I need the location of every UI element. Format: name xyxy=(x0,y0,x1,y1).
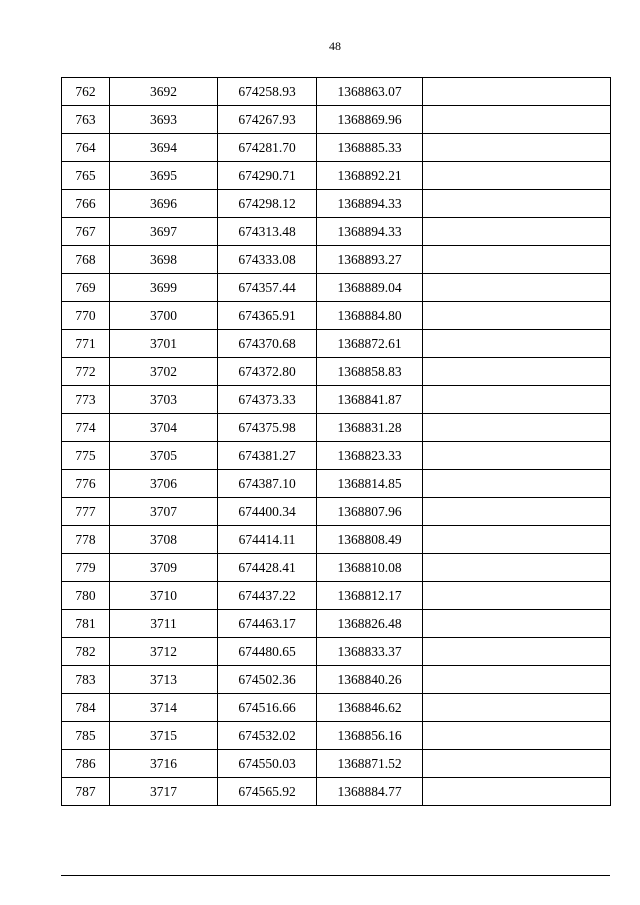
x-coordinate-cell: 674516.66 xyxy=(218,694,317,722)
row-number-cell: 771 xyxy=(62,330,110,358)
note-cell xyxy=(423,134,611,162)
x-coordinate-cell: 674437.22 xyxy=(218,582,317,610)
row-number-cell: 779 xyxy=(62,554,110,582)
table-row xyxy=(62,554,611,582)
table-row xyxy=(62,526,611,554)
y-coordinate-cell: 1368812.17 xyxy=(317,582,423,610)
row-number-cell: 762 xyxy=(62,78,110,106)
note-cell xyxy=(423,190,611,218)
point-id-cell: 3713 xyxy=(110,666,218,694)
table-row xyxy=(62,442,611,470)
y-coordinate-cell: 1368884.77 xyxy=(317,778,423,806)
row-number-cell: 773 xyxy=(62,386,110,414)
table-row xyxy=(62,778,611,806)
x-coordinate-cell: 674532.02 xyxy=(218,722,317,750)
note-cell xyxy=(423,330,611,358)
row-number-cell: 781 xyxy=(62,610,110,638)
note-cell xyxy=(423,414,611,442)
point-id-cell: 3692 xyxy=(110,78,218,106)
row-number-cell: 775 xyxy=(62,442,110,470)
y-coordinate-cell: 1368869.96 xyxy=(317,106,423,134)
point-id-cell: 3694 xyxy=(110,134,218,162)
note-cell xyxy=(423,358,611,386)
row-number-cell: 772 xyxy=(62,358,110,386)
point-id-cell: 3697 xyxy=(110,218,218,246)
table-row xyxy=(62,274,611,302)
y-coordinate-cell: 1368872.61 xyxy=(317,330,423,358)
note-cell xyxy=(423,694,611,722)
note-cell xyxy=(423,274,611,302)
note-cell xyxy=(423,302,611,330)
point-id-cell: 3701 xyxy=(110,330,218,358)
row-number-cell: 780 xyxy=(62,582,110,610)
row-number-cell: 774 xyxy=(62,414,110,442)
point-id-cell: 3709 xyxy=(110,554,218,582)
row-number-cell: 778 xyxy=(62,526,110,554)
table-row xyxy=(62,106,611,134)
y-coordinate-cell: 1368814.85 xyxy=(317,470,423,498)
note-cell xyxy=(423,750,611,778)
y-coordinate-cell: 1368841.87 xyxy=(317,386,423,414)
point-id-cell: 3693 xyxy=(110,106,218,134)
table-body xyxy=(62,78,611,806)
point-id-cell: 3705 xyxy=(110,442,218,470)
table-row xyxy=(62,246,611,274)
table-row xyxy=(62,330,611,358)
row-number-cell: 783 xyxy=(62,666,110,694)
note-cell xyxy=(423,470,611,498)
x-coordinate-cell: 674258.93 xyxy=(218,78,317,106)
row-number-cell: 785 xyxy=(62,722,110,750)
table-row xyxy=(62,218,611,246)
x-coordinate-cell: 674565.92 xyxy=(218,778,317,806)
note-cell xyxy=(423,442,611,470)
table-row xyxy=(62,610,611,638)
row-number-cell: 767 xyxy=(62,218,110,246)
x-coordinate-cell: 674365.91 xyxy=(218,302,317,330)
row-number-cell: 786 xyxy=(62,750,110,778)
y-coordinate-cell: 1368808.49 xyxy=(317,526,423,554)
y-coordinate-cell: 1368871.52 xyxy=(317,750,423,778)
y-coordinate-cell: 1368831.28 xyxy=(317,414,423,442)
y-coordinate-cell: 1368884.80 xyxy=(317,302,423,330)
point-id-cell: 3714 xyxy=(110,694,218,722)
coordinates-table xyxy=(61,77,611,806)
x-coordinate-cell: 674400.34 xyxy=(218,498,317,526)
table-row xyxy=(62,722,611,750)
x-coordinate-cell: 674290.71 xyxy=(218,162,317,190)
y-coordinate-cell: 1368823.33 xyxy=(317,442,423,470)
note-cell xyxy=(423,554,611,582)
row-number-cell: 766 xyxy=(62,190,110,218)
note-cell xyxy=(423,582,611,610)
row-number-cell: 777 xyxy=(62,498,110,526)
y-coordinate-cell: 1368858.83 xyxy=(317,358,423,386)
point-id-cell: 3711 xyxy=(110,610,218,638)
point-id-cell: 3695 xyxy=(110,162,218,190)
x-coordinate-cell: 674387.10 xyxy=(218,470,317,498)
table-row xyxy=(62,134,611,162)
point-id-cell: 3716 xyxy=(110,750,218,778)
point-id-cell: 3704 xyxy=(110,414,218,442)
note-cell xyxy=(423,498,611,526)
x-coordinate-cell: 674373.33 xyxy=(218,386,317,414)
point-id-cell: 3712 xyxy=(110,638,218,666)
note-cell xyxy=(423,610,611,638)
note-cell xyxy=(423,218,611,246)
y-coordinate-cell: 1368885.33 xyxy=(317,134,423,162)
point-id-cell: 3708 xyxy=(110,526,218,554)
table-row xyxy=(62,470,611,498)
note-cell xyxy=(423,106,611,134)
note-cell xyxy=(423,386,611,414)
y-coordinate-cell: 1368840.26 xyxy=(317,666,423,694)
row-number-cell: 769 xyxy=(62,274,110,302)
x-coordinate-cell: 674333.08 xyxy=(218,246,317,274)
y-coordinate-cell: 1368889.04 xyxy=(317,274,423,302)
x-coordinate-cell: 674281.70 xyxy=(218,134,317,162)
y-coordinate-cell: 1368894.33 xyxy=(317,218,423,246)
x-coordinate-cell: 674414.11 xyxy=(218,526,317,554)
table-row xyxy=(62,162,611,190)
point-id-cell: 3698 xyxy=(110,246,218,274)
point-id-cell: 3702 xyxy=(110,358,218,386)
table-row xyxy=(62,190,611,218)
row-number-cell: 763 xyxy=(62,106,110,134)
x-coordinate-cell: 674372.80 xyxy=(218,358,317,386)
note-cell xyxy=(423,162,611,190)
note-cell xyxy=(423,722,611,750)
x-coordinate-cell: 674370.68 xyxy=(218,330,317,358)
y-coordinate-cell: 1368863.07 xyxy=(317,78,423,106)
x-coordinate-cell: 674381.27 xyxy=(218,442,317,470)
note-cell xyxy=(423,78,611,106)
x-coordinate-cell: 674313.48 xyxy=(218,218,317,246)
page-number: 48 xyxy=(329,39,341,53)
table-row xyxy=(62,386,611,414)
row-number-cell: 782 xyxy=(62,638,110,666)
x-coordinate-cell: 674502.36 xyxy=(218,666,317,694)
row-number-cell: 764 xyxy=(62,134,110,162)
note-cell xyxy=(423,246,611,274)
table-row xyxy=(62,666,611,694)
point-id-cell: 3699 xyxy=(110,274,218,302)
x-coordinate-cell: 674357.44 xyxy=(218,274,317,302)
table-row xyxy=(62,582,611,610)
y-coordinate-cell: 1368810.08 xyxy=(317,554,423,582)
row-number-cell: 776 xyxy=(62,470,110,498)
point-id-cell: 3696 xyxy=(110,190,218,218)
footer-rule xyxy=(61,875,610,876)
table-row xyxy=(62,78,611,106)
y-coordinate-cell: 1368893.27 xyxy=(317,246,423,274)
row-number-cell: 765 xyxy=(62,162,110,190)
y-coordinate-cell: 1368826.48 xyxy=(317,610,423,638)
point-id-cell: 3700 xyxy=(110,302,218,330)
point-id-cell: 3706 xyxy=(110,470,218,498)
note-cell xyxy=(423,778,611,806)
note-cell xyxy=(423,526,611,554)
table-row xyxy=(62,498,611,526)
point-id-cell: 3717 xyxy=(110,778,218,806)
y-coordinate-cell: 1368833.37 xyxy=(317,638,423,666)
point-id-cell: 3715 xyxy=(110,722,218,750)
x-coordinate-cell: 674267.93 xyxy=(218,106,317,134)
row-number-cell: 784 xyxy=(62,694,110,722)
x-coordinate-cell: 674298.12 xyxy=(218,190,317,218)
x-coordinate-cell: 674375.98 xyxy=(218,414,317,442)
y-coordinate-cell: 1368892.21 xyxy=(317,162,423,190)
row-number-cell: 787 xyxy=(62,778,110,806)
note-cell xyxy=(423,638,611,666)
point-id-cell: 3710 xyxy=(110,582,218,610)
y-coordinate-cell: 1368846.62 xyxy=(317,694,423,722)
table-row xyxy=(62,638,611,666)
x-coordinate-cell: 674550.03 xyxy=(218,750,317,778)
y-coordinate-cell: 1368807.96 xyxy=(317,498,423,526)
table-row xyxy=(62,694,611,722)
x-coordinate-cell: 674463.17 xyxy=(218,610,317,638)
note-cell xyxy=(423,666,611,694)
table-row xyxy=(62,414,611,442)
row-number-cell: 768 xyxy=(62,246,110,274)
point-id-cell: 3707 xyxy=(110,498,218,526)
table-row xyxy=(62,302,611,330)
y-coordinate-cell: 1368894.33 xyxy=(317,190,423,218)
table-row xyxy=(62,750,611,778)
row-number-cell: 770 xyxy=(62,302,110,330)
table-row xyxy=(62,358,611,386)
y-coordinate-cell: 1368856.16 xyxy=(317,722,423,750)
x-coordinate-cell: 674480.65 xyxy=(218,638,317,666)
x-coordinate-cell: 674428.41 xyxy=(218,554,317,582)
point-id-cell: 3703 xyxy=(110,386,218,414)
